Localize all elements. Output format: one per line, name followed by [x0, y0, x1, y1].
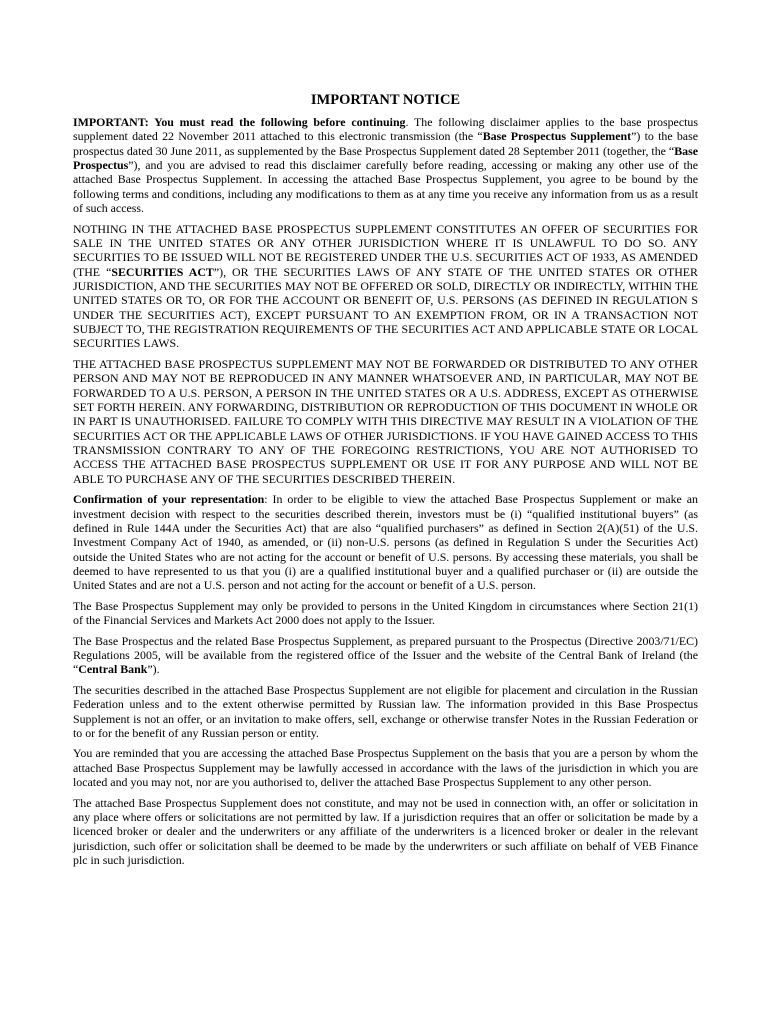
segment-text: ”), OR THE SECURITIES LAWS OF ANY STATE OF THE UNITED STATES OR OTHER JURISDICTION, AND THE SECURITIES MAY NOT BE OFFERED OR SOLD, DIRECTLY OR INDIRECTLY, WITHIN THE UNITED STATES OR TO, OR FOR THE ACCOUNT OR BENEFIT OF, U.S. PERSONS (AS DEFINED IN REGULATION S UNDER THE SECURITIES ACT), EXCEPT PURSUANT TO AN EXEMPTION FROM, OR IN A TRANSACTION NOT SUBJECT TO, THE REGISTRATION REQUIREMENTS OF THE SECURITIES ACT AND APPLICABLE STATE OR LOCAL SECURITIES LAWS. [73, 264, 698, 351]
segment-bold: Base Prospectus [73, 143, 698, 173]
segment-text: ”), and you are advised to read this disclaimer carefully before reading, accessing or making any other use of the attached Base Prospectus Supplement. In accessing the attached Base Prospectus Supplement, you agree to be bound by the following terms and conditions, including any modifications to them as at any time you receive any information from us as a result of such access. [73, 158, 698, 216]
paragraph-no-forwarding [73, 357, 698, 486]
segment-bold: Confirmation of your representation [73, 492, 265, 507]
page-title: IMPORTANT NOTICE [310, 92, 461, 108]
segment-text: The securities described in the attached Base Prospectus Supplement are not eligible for placement and circulation in the Russian Federation unless and to the extent otherwise permitted by Russian law. The information provided in this Base Prospectus Supplement is not an offer, or an invitation to make offers, sell, exchange or otherwise transfer Notes in the Russian Federation or to or for the benefit of any Russian person or entity. [73, 682, 698, 740]
segment-text: The attached Base Prospectus Supplement does not constitute, and may not be used in connection with, an offer or solicitation in any place where offers or solicitations are not permitted by law. If a jurisdiction requires that an offer or solicitation be made by a licenced broker or dealer and the underwriters or any affiliate of the underwriters is a licenced broker or dealer in the relevant jurisdiction, such offer or solicitation shall be deemed to be made by the underwriters or such affiliate on behalf of VEB Finance plc in such jurisdiction. [73, 795, 698, 867]
paragraph-solicitation [73, 796, 698, 868]
paragraph-confirmation [73, 492, 698, 592]
paragraph-russian-federation [73, 683, 698, 740]
segment-bold: Central Bank [78, 662, 148, 677]
segment-bold: Base Prospectus Supplement [482, 129, 632, 144]
segment-text: The Base Prospectus Supplement may only be provided to persons in the United Kingdom in circumstances where Section 21(1) of the Financial Services and Markets Act 2000 does not apply to the Issuer. [73, 598, 698, 628]
segment-text: THE ATTACHED BASE PROSPECTUS SUPPLEMENT MAY NOT BE FORWARDED OR DISTRIBUTED TO ANY OTHER PERSON AND MAY NOT BE REPRODUCED IN ANY MANNER WHATSOEVER AND, IN PARTICULAR, MAY NOT BE FORWARDED TO A U.S. PERSON, A PERSON IN THE UNITED STATES OR A U.S. ADDRESS, EXCEPT AS OTHERWISE SET FORTH HEREIN. ANY FORWARDING, DISTRIBUTION OR REPRODUCTION OF THIS DOCUMENT IN WHOLE OR IN PART IS UNAUTHORISED. FAILURE TO COMPLY WITH THIS DIRECTIVE MAY RESULT IN A VIOLATION OF THE SECURITIES ACT OR THE APPLICABLE LAWS OF OTHER JURISDICTIONS. IF YOU HAVE GAINED ACCESS TO THIS TRANSMISSION CONTRARY TO ANY OF THE FOREGOING RESTRICTIONS, YOU ARE NOT AUTHORISED TO ACCESS THE ATTACHED BASE PROSPECTUS SUPPLEMENT OR USE IT FOR ANY PURPOSE AND WILL NOT BE ABLE TO PURCHASE ANY OF THE SECURITIES DESCRIBED THEREIN. [73, 356, 698, 486]
segment-text: NOTHING IN THE ATTACHED BASE PROSPECTUS SUPPLEMENT CONSTITUTES AN OFFER OF SECURITIES FOR SALE IN THE UNITED STATES OR ANY OTHER JURISDICTION WHERE IT IS UNLAWFUL TO DO SO. ANY SECURITIES TO BE ISSUED WILL NOT BE REGISTERED UNDER THE U.S. SECURITIES ACT OF 1933, AS AMENDED (THE “ [73, 221, 698, 279]
segment-text: . The following disclaimer applies to the base prospectus supplement dated 22 November 2011 attached to this electronic transmission (the “ [73, 115, 698, 144]
segment-text: The Base Prospectus and the related Base Prospectus Supplement, as prepared pursuant to the Prospectus (Directive 2003/71/EC) Regulations 2005, will be available from the registered office of the Issuer and the website of the Central Bank of Ireland (the “ [73, 633, 698, 677]
segment-bold: SECURITIES ACT [111, 264, 214, 279]
segment-text: ”) to the base prospectus dated 30 June 2011, as supplemented by the Base Prospectus Supplement dated 28 September 2011 (together, the “ [73, 129, 698, 158]
notice-body [73, 92, 698, 874]
paragraph-no-offer [73, 222, 698, 351]
paragraph-reminder [73, 746, 698, 789]
paragraph-united-kingdom [73, 599, 698, 628]
paragraph-important [73, 115, 698, 215]
segment-text: ”). [147, 662, 160, 677]
segment-text: You are reminded that you are accessing the attached Base Prospectus Supplement on the basis that you are a person by whom the attached Base Prospectus Supplement may be lawfully accessed in accordance with the laws of the jurisdiction in which you are located and you may not, nor are you authorised to, deliver the attached Base Prospectus Supplement to any other person. [73, 746, 698, 790]
segment-bold: IMPORTANT: You must read the following before continuing [73, 115, 406, 129]
segment-text: : In order to be eligible to view the attached Base Prospectus Supplement or make an investment decision with respect to the securities described therein, investors must be (i) “qualified institutional buyers” (as defined in Rule 144A under the Securities Act) that are also “qualified purchasers” as defined in Section 2(A)(51) of the U.S. Investment Company Act of 1940, as amended, or (ii) non-U.S. persons (as defined in Regulation S under the Securities Act) outside the United States who are not acting for the account or benefit of U.S. persons. By accessing these materials, you shall be deemed to have represented to us that you (i) are a qualified institutional buyer and a qualified purchaser or (ii) are outside the United States and are not a U.S. person and not acting for the account or benefit of a U.S. person. [73, 492, 698, 593]
paragraph-availability [73, 634, 698, 677]
